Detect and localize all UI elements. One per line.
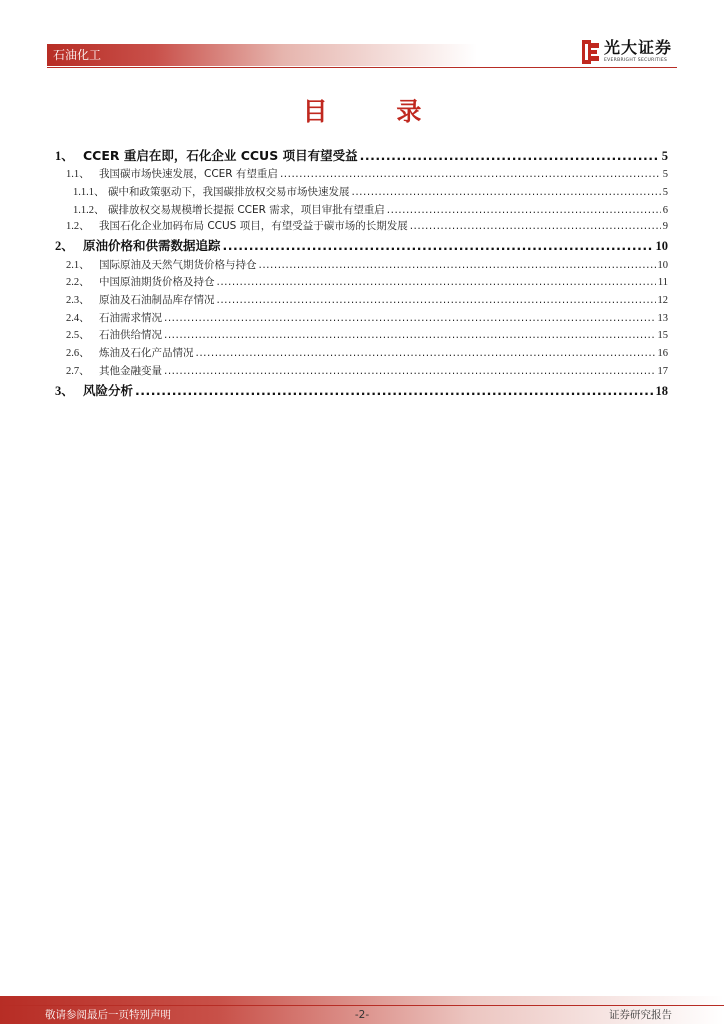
toc-dot-leader: [352, 186, 661, 198]
toc-dot-leader: [135, 383, 653, 398]
toc-entry-page: 9: [662, 221, 668, 232]
toc-entry-page: 16: [657, 348, 668, 359]
toc-entry-number: 1.1.1、: [73, 187, 105, 198]
toc-entry-number: 3、: [55, 384, 74, 398]
toc-entry-page: 15: [657, 330, 668, 341]
toc-entry-page: 6: [662, 205, 668, 216]
toc-dot-leader: [164, 365, 656, 377]
toc-entry-label: 国际原油及天然气期货价格与持仓: [99, 259, 257, 271]
toc-entry-label: 原油及石油制品库存情况: [99, 294, 215, 306]
toc-entry-number: 2.3、: [66, 295, 90, 306]
toc-entry-number: 1.1.2、: [73, 205, 105, 216]
footer-divider: [0, 1005, 724, 1006]
toc-entry[interactable]: [66, 292, 668, 307]
toc-entry-label: 我国石化企业加码布局 CCUS 项目，有望受益于碳市场的长期发展: [99, 220, 408, 232]
toc-entry[interactable]: [55, 381, 668, 399]
logo-subtext: EVERBRIGHT SECURITIES: [604, 58, 668, 63]
toc-entry-page: 10: [655, 239, 668, 253]
page-title: 目 录: [302, 97, 452, 126]
toc-dot-leader: [360, 148, 660, 163]
toc-entry-number: 2.1、: [66, 260, 90, 271]
toc-entry-number: 1.2、: [66, 221, 90, 232]
toc-entry-label: 石油需求情况: [99, 312, 162, 324]
header-sector-label: 石油化工: [53, 48, 102, 62]
toc-dot-leader: [164, 329, 656, 341]
toc-entry-number: 2.4、: [66, 313, 90, 324]
toc-entry-label: CCER 重启在即，石化企业 CCUS 项目有望受益: [83, 148, 358, 163]
toc-entry-page: 18: [655, 384, 668, 398]
toc-entry-number: 2.6、: [66, 348, 90, 359]
toc-entry-label: 碳中和政策驱动下，我国碳排放权交易市场快速发展: [108, 186, 350, 198]
toc-entry[interactable]: [66, 345, 668, 360]
toc-entry-label: 风险分析: [83, 383, 134, 398]
toc-dot-leader: [164, 312, 656, 324]
toc-entry-label: 中国原油期货价格及持仓: [99, 276, 215, 288]
toc-entry-label: 其他金融变量: [99, 365, 162, 377]
footer-page-number: -2-: [354, 1009, 370, 1021]
toc-dot-leader: [259, 259, 656, 271]
toc-dot-leader: [217, 294, 656, 306]
toc-entry-label: 我国碳市场快速发展，CCER 有望重启: [99, 168, 278, 180]
toc-entry-number: 2.5、: [66, 330, 90, 341]
toc-entry-page: 10: [657, 260, 668, 271]
toc-entry[interactable]: [73, 184, 668, 199]
toc-dot-leader: [387, 204, 661, 216]
toc-entry-page: 5: [662, 187, 668, 198]
toc-dot-leader: [196, 347, 656, 359]
toc-entry-label: 炼油及石化产品情况: [99, 347, 194, 359]
toc-entry[interactable]: [55, 236, 668, 254]
toc-entry-number: 2、: [55, 239, 74, 253]
toc-entry[interactable]: [66, 166, 668, 181]
toc-entry[interactable]: [66, 327, 668, 342]
toc-entry-number: 1、: [55, 149, 74, 163]
toc-entry[interactable]: [66, 363, 668, 378]
toc-entry-page: 17: [657, 366, 668, 377]
toc-entry-page: 12: [657, 295, 668, 306]
toc-dot-leader: [410, 220, 661, 232]
toc-entry[interactable]: [55, 146, 668, 164]
toc-entry-number: 1.1、: [66, 169, 90, 180]
toc-entry-label: 石油供给情况: [99, 329, 162, 341]
toc-dot-leader: [280, 168, 661, 180]
toc-entry-page: 11: [657, 277, 668, 288]
toc-dot-leader: [223, 238, 654, 253]
toc-entry-label: 碳排放权交易规模增长提振 CCER 需求，项目审批有望重启: [108, 204, 385, 216]
toc-entry[interactable]: [66, 274, 668, 289]
toc-entry[interactable]: [66, 257, 668, 272]
everbright-logo-icon: [582, 40, 599, 64]
toc-entry[interactable]: [66, 310, 668, 325]
toc-entry[interactable]: [73, 202, 668, 217]
company-logo: [582, 40, 678, 66]
toc-entry-label: 原油价格和供需数据追踪: [83, 238, 221, 253]
toc-entry-page: 5: [661, 149, 668, 163]
footer-disclaimer: 敬请参阅最后一页特别声明: [45, 1009, 171, 1021]
footer-report-type: 证券研究报告: [609, 1009, 672, 1021]
toc-dot-leader: [217, 276, 656, 288]
header-sector-bar: [47, 44, 477, 66]
toc-entry-page: 13: [657, 313, 668, 324]
toc-entry-number: 2.7、: [66, 366, 90, 377]
logo-text: 光大证券: [604, 38, 673, 57]
toc-entry-number: 2.2、: [66, 277, 90, 288]
header-divider: [47, 67, 677, 68]
toc-entry[interactable]: [66, 218, 668, 233]
toc-entry-page: 5: [662, 169, 668, 180]
